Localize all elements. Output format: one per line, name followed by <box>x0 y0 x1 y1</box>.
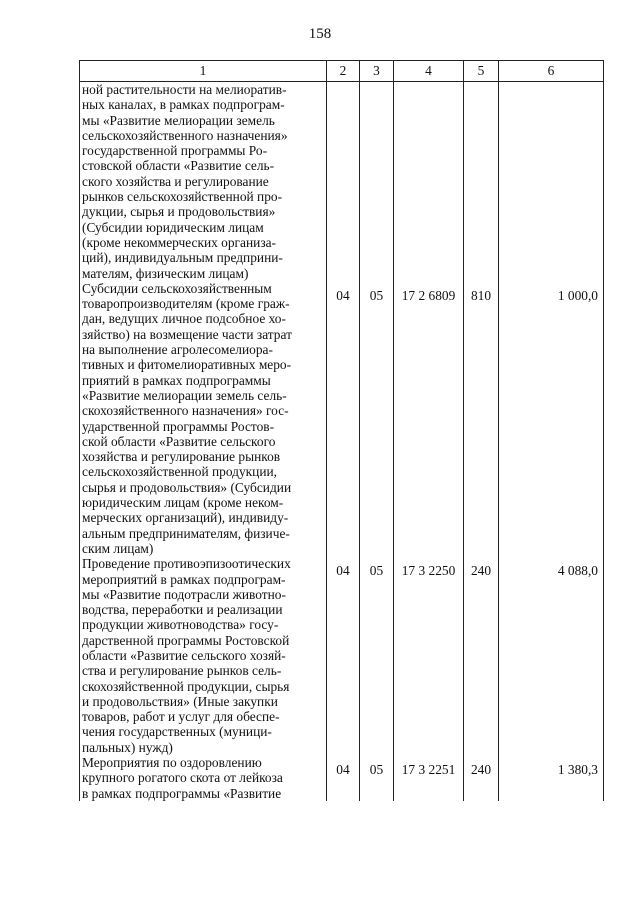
cell-target-article: 17 3 2251 <box>394 755 464 801</box>
cell-section: 04 <box>327 281 360 556</box>
description-line: дукции, сырья и продовольствия» <box>82 204 276 220</box>
description-line: юридическим лицам (кроме неком- <box>82 495 284 511</box>
cell-expense-type: 240 <box>464 755 499 801</box>
cell-expense-type: 810 <box>464 281 499 556</box>
table-row <box>80 281 604 556</box>
description-line: ской области «Развитие сельского <box>82 433 276 449</box>
description-line: Субсидии сельскохозяйственным <box>82 280 272 296</box>
description-line: мы «Развитие подотрасли животно- <box>82 586 286 602</box>
table-row <box>80 82 604 281</box>
description-line: ударственной программы Ростов- <box>82 418 275 434</box>
description-line: скохозяйственной продукции, сырья <box>82 678 290 694</box>
description-line: государственной программы Ро- <box>82 143 268 159</box>
table-row <box>80 556 604 755</box>
header-row <box>80 61 604 82</box>
description-line: и продовольствия» (Иные закупки <box>82 693 278 709</box>
description-line: в рамках подпрограммы «Развитие <box>82 785 282 801</box>
description-line: Проведение противоэпизоотических <box>82 556 291 572</box>
col-header-5: 5 <box>464 61 499 82</box>
description-line: сельскохозяйственной продукции, <box>82 464 278 480</box>
description-line: ства и регулирование рынков сель- <box>82 663 282 679</box>
description-line: ций), индивидуальным предприни- <box>82 250 283 266</box>
description-line: тивных и фитомелиоративных меро- <box>82 357 292 373</box>
description-line: ского хозяйства и регулирование <box>82 173 269 189</box>
col-header-6: 6 <box>499 61 604 82</box>
cell-subsection: 05 <box>360 281 394 556</box>
description-line: стовской области «Развитие сель- <box>82 158 275 174</box>
row-description <box>80 556 327 755</box>
description-line: рынков сельскохозяйственной про- <box>82 189 283 205</box>
cell-amount: 1 380,3 <box>499 755 604 801</box>
row-description <box>80 82 327 281</box>
description-line: скохозяйственного назначения» гос- <box>82 403 289 419</box>
col-header-3: 3 <box>360 61 394 82</box>
description-line: мероприятий в рамках подпрограм- <box>82 571 286 587</box>
description-line: зяйство) на возмещение части затрат <box>82 326 292 342</box>
description-line: товаропроизводителям (кроме граж- <box>82 296 290 312</box>
description-line: области «Развитие сельского хозяй- <box>82 647 286 663</box>
table-row <box>80 755 604 801</box>
cell-section: 04 <box>327 755 360 801</box>
description-line: хозяйства и регулирование рынков <box>82 449 281 465</box>
page-number: 158 <box>308 26 332 42</box>
cell-amount: 4 088,0 <box>499 556 604 755</box>
description-line: приятий в рамках подпрограммы <box>82 372 271 388</box>
description-line: товаров, работ и услуг для обеспе- <box>82 709 280 725</box>
budget-table <box>79 60 604 801</box>
cell-expense-type: 240 <box>464 556 499 755</box>
row-description <box>80 755 327 801</box>
description-line: продукции животноводства» госу- <box>82 617 279 633</box>
cell-amount <box>499 82 604 281</box>
description-line: на выполнение агролесомелиора- <box>82 342 273 358</box>
description-line: ским лицам) <box>82 540 154 556</box>
cell-subsection <box>360 82 394 281</box>
description-line: мы «Развитие мелиорации земель <box>82 112 275 128</box>
cell-target-article <box>394 82 464 281</box>
description-line: «Развитие мелиорации земель сель- <box>82 387 287 403</box>
description-line: сельскохозяйственного назначения» <box>82 127 288 143</box>
description-line: мателям, физическим лицам) <box>82 265 249 281</box>
cell-target-article: 17 2 6809 <box>394 281 464 556</box>
col-header-2: 2 <box>327 61 360 82</box>
description-line: дан, ведущих личное подсобное хо- <box>82 311 286 327</box>
description-line: пальных) нужд) <box>82 739 173 755</box>
cell-subsection: 05 <box>360 556 394 755</box>
description-line: мерческих организаций), индивиду- <box>82 510 289 526</box>
description-line: крупного рогатого скота от лейкоза <box>82 770 283 786</box>
table-body <box>80 82 604 801</box>
description-line: ных каналах, в рамках подпрограм- <box>82 97 285 113</box>
description-line: Мероприятия по оздоровлению <box>82 755 262 771</box>
description-line: дарственной программы Ростовской <box>82 632 290 648</box>
cell-amount: 1 000,0 <box>499 281 604 556</box>
cell-section: 04 <box>327 556 360 755</box>
col-header-4: 4 <box>394 61 464 82</box>
description-line: сырья и продовольствия» (Субсидии <box>82 479 292 495</box>
description-line: водства, переработки и реализации <box>82 602 283 618</box>
cell-target-article: 17 3 2250 <box>394 556 464 755</box>
row-description <box>80 281 327 556</box>
cell-section <box>327 82 360 281</box>
description-line: ной растительности на мелиоратив- <box>82 82 287 97</box>
description-line: (Субсидии юридическим лицам <box>82 219 264 235</box>
col-header-1: 1 <box>80 61 327 82</box>
description-line: (кроме некоммерческих организа- <box>82 234 277 250</box>
description-line: чения государственных (муници- <box>82 724 272 740</box>
cell-expense-type <box>464 82 499 281</box>
cell-subsection: 05 <box>360 755 394 801</box>
description-line: альным предпринимателям, физиче- <box>82 525 290 541</box>
